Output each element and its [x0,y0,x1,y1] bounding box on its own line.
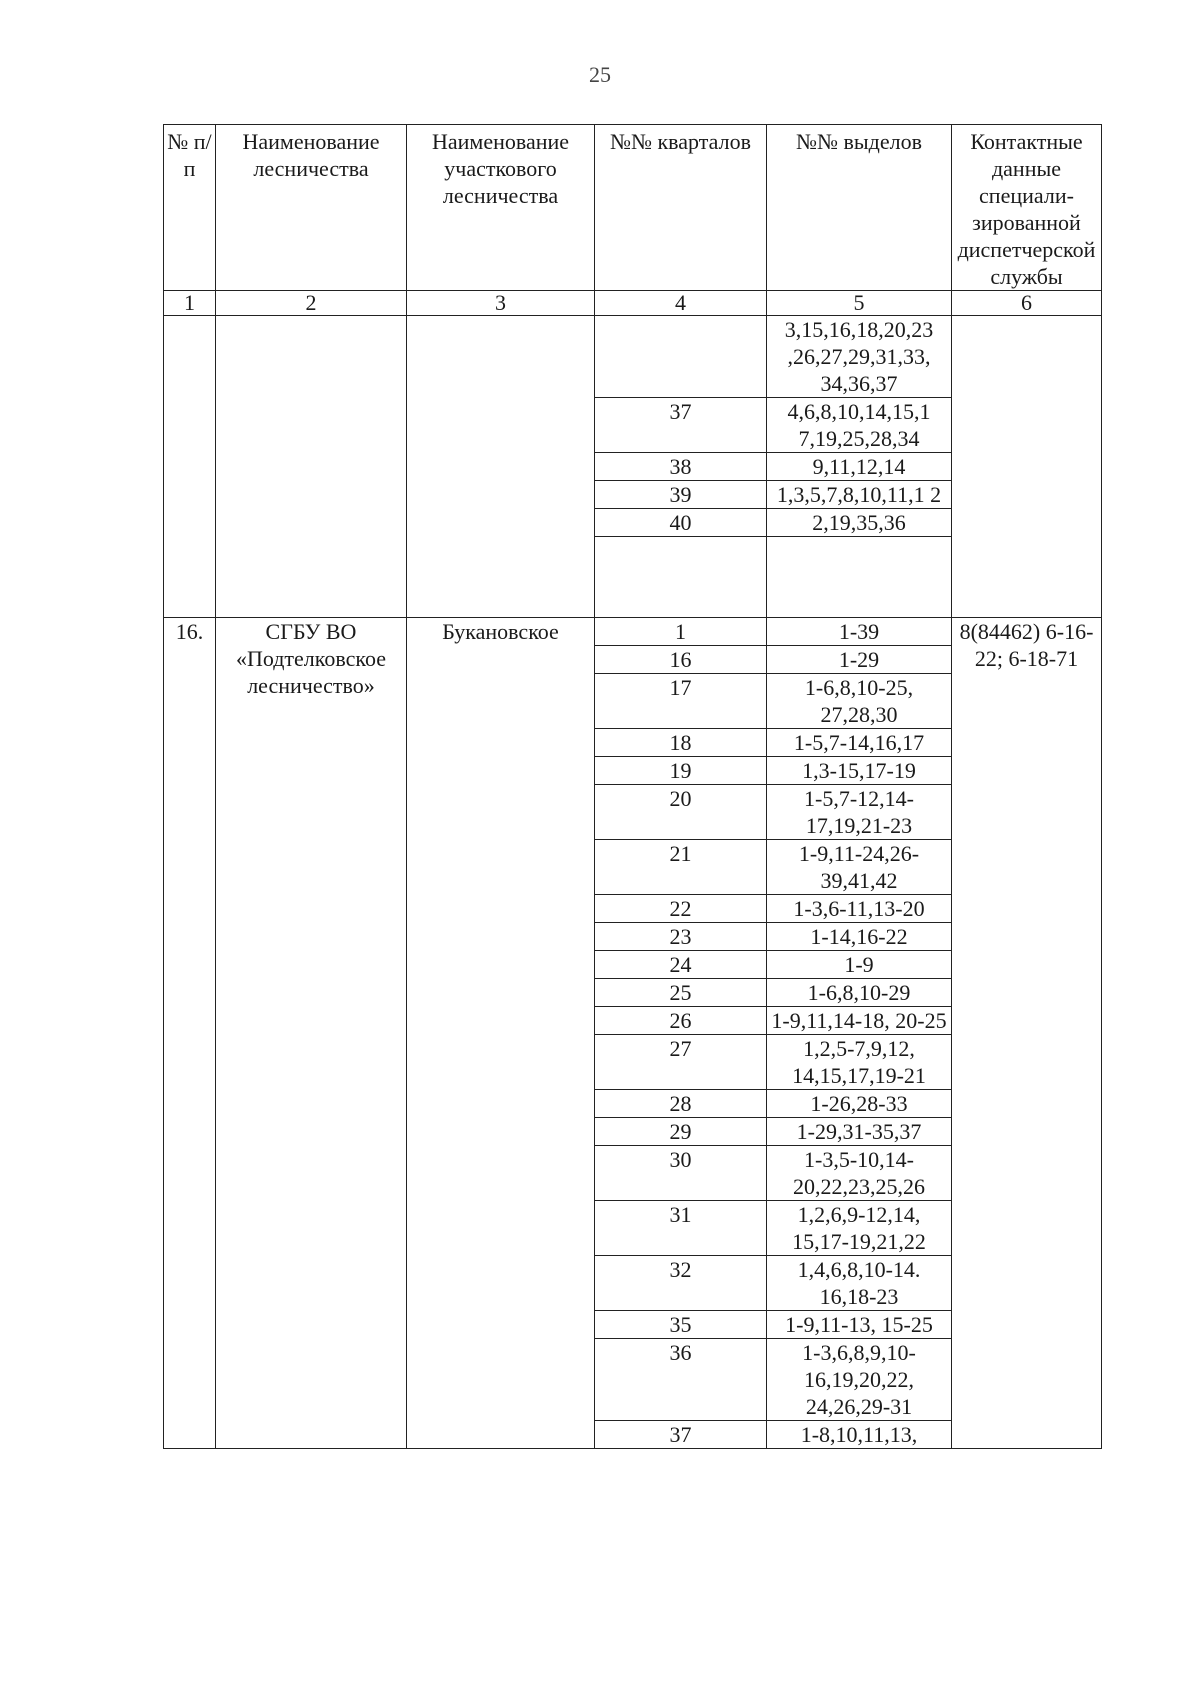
kvartal-cell: 22 [595,895,767,923]
continued-uchastkovoe-cell [407,316,595,618]
kvartal-cell: 16 [595,646,767,674]
column-number: 6 [952,291,1102,316]
column-number: 4 [595,291,767,316]
vydely-cell: 1-26,28-33 [767,1090,952,1118]
vydely-cell: 1-29,31-35,37 [767,1118,952,1146]
vydely-cell: 1-9,11-13, 15-25 [767,1311,952,1339]
vydely-cell: 1-9,11-24,26- 39,41,42 [767,840,952,895]
vydely-cell: 1-9,11,14-18, 20-25 [767,1007,952,1035]
continued-lesnichestvo-cell [216,316,407,618]
column-number: 5 [767,291,952,316]
kvartal-cell: 36 [595,1339,767,1421]
kvartal-cell: 23 [595,923,767,951]
uchastkovoe-name: Букановское [407,618,595,1449]
column-number: 3 [407,291,595,316]
kvartal-cell: 20 [595,785,767,840]
kvartal-cell: 18 [595,729,767,757]
kvartal-cell: 28 [595,1090,767,1118]
page-number: 25 [589,62,611,87]
vydely-cell: 1-14,16-22 [767,923,952,951]
vydely-cell: 1,3-15,17-19 [767,757,952,785]
kvartal-cell [595,316,767,398]
header-lesnichestvo: Наименование лесничества [216,125,407,291]
kvartal-cell: 21 [595,840,767,895]
vydely-cell: 1,4,6,8,10-14. 16,18-23 [767,1256,952,1311]
vydely-cell: 1-9 [767,951,952,979]
vydely-cell: 1-29 [767,646,952,674]
kvartal-cell: 27 [595,1035,767,1090]
kvartal-cell: 26 [595,1007,767,1035]
vydely-cell: 1,2,5-7,9,12, 14,15,17,19-21 [767,1035,952,1090]
forest-table [163,124,1102,1449]
vydely-cell: 4,6,8,10,14,15,1 7,19,25,28,34 [767,398,952,453]
vydely-cell: 1-6,8,10-25, 27,28,30 [767,674,952,729]
vydely-cell: 9,11,12,14 [767,453,952,481]
vydely-cell: 1,2,6,9-12,14, 15,17-19,21,22 [767,1201,952,1256]
column-number-row [164,291,1102,316]
vydely-cell: 3,15,16,18,20,23 ,26,27,29,31,33, 34,36,37 [767,316,952,398]
header-vydely: №№ выделов [767,125,952,291]
header-uchastkovoe: Наименование участкового лесничества [407,125,595,291]
vydely-cell: 1-3,6-11,13-20 [767,895,952,923]
continued-num-cell [164,316,216,618]
kvartal-cell: 25 [595,979,767,1007]
kvartal-cell: 29 [595,1118,767,1146]
kvartal-cell: 24 [595,951,767,979]
kvartal-cell: 32 [595,1256,767,1311]
kvartal-cell: 37 [595,398,767,453]
kvartal-cell: 38 [595,453,767,481]
vydely-cell: 1,3,5,7,8,10,11,1 2 [767,481,952,509]
header-kvartaly: №№ кварталов [595,125,767,291]
kvartal-cell: 35 [595,1311,767,1339]
lesnichestvo-name: СГБУ ВО «Подтелковское лесничество» [216,618,407,1449]
empty-kvartal-cell [595,537,767,618]
row-number: 16. [164,618,216,1449]
header-row [164,125,1102,291]
contacts-cell: 8(84462) 6-16-22; 6-18-71 [952,618,1102,1449]
table-row [164,618,1102,646]
column-number: 1 [164,291,216,316]
kvartal-cell: 1 [595,618,767,646]
column-number: 2 [216,291,407,316]
header-contacts: Контактные данные специали-зированной диспетчерской службы [952,125,1102,291]
vydely-cell: 1-3,6,8,9,10- 16,19,20,22, 24,26,29-31 [767,1339,952,1421]
kvartal-cell: 19 [595,757,767,785]
table-body [164,316,1102,1449]
table-row [164,316,1102,398]
vydely-cell: 1-39 [767,618,952,646]
continued-contacts-cell [952,316,1102,618]
vydely-cell: 1-8,10,11,13, [767,1421,952,1449]
kvartal-cell: 40 [595,509,767,537]
kvartal-cell: 30 [595,1146,767,1201]
kvartal-cell: 17 [595,674,767,729]
header-num: № п/п [164,125,216,291]
vydely-cell: 1-5,7-12,14- 17,19,21-23 [767,785,952,840]
vydely-cell: 2,19,35,36 [767,509,952,537]
kvartal-cell: 37 [595,1421,767,1449]
vydely-cell: 1-6,8,10-29 [767,979,952,1007]
kvartal-cell: 31 [595,1201,767,1256]
vydely-cell: 1-5,7-14,16,17 [767,729,952,757]
kvartal-cell: 39 [595,481,767,509]
empty-vydely-cell [767,537,952,618]
vydely-cell: 1-3,5-10,14- 20,22,23,25,26 [767,1146,952,1201]
